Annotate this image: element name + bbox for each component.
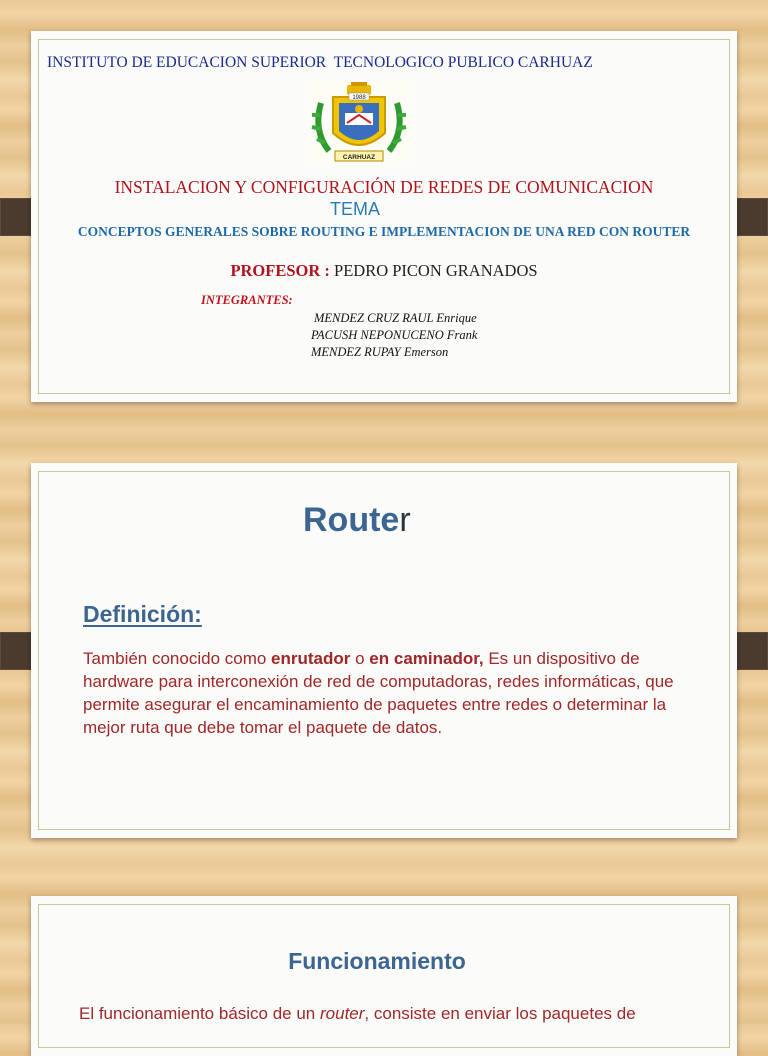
members-list bbox=[311, 310, 478, 361]
function-slide bbox=[31, 896, 737, 1056]
list-item: MENDEZ CRUZ RAUL Enrique bbox=[314, 311, 477, 325]
text-rest: , consiste en enviar los paquetes de bbox=[364, 1004, 636, 1023]
term-router: router bbox=[320, 1004, 365, 1023]
slide-frame bbox=[38, 904, 730, 1048]
professor-label: PROFESOR : bbox=[230, 261, 335, 280]
text-intro: También conocido como bbox=[83, 649, 272, 668]
professor-line bbox=[31, 261, 737, 281]
definition-text bbox=[83, 647, 703, 739]
text-or: o bbox=[350, 649, 370, 668]
professor-name: PEDRO PICON GRANADOS bbox=[334, 261, 538, 280]
members-label: INTEGRANTES: bbox=[201, 293, 293, 307]
text-intro: El funcionamiento básico de un bbox=[79, 1004, 320, 1023]
slide-title bbox=[303, 501, 411, 540]
institution-name: INSTITUTO DE EDUCACION SUPERIOR TECNOLOGICO PUBLICO CARHUAZ bbox=[47, 54, 593, 71]
slide-title: Funcionamiento bbox=[288, 948, 466, 974]
topic-text: CONCEPTOS GENERALES SOBRE ROUTING E IMPLEMENTACION DE UNA RED CON ROUTER bbox=[77, 224, 691, 239]
title-slide bbox=[31, 31, 737, 402]
term-encaminador: en caminador, bbox=[369, 649, 484, 668]
topic-label: TEMA bbox=[330, 199, 381, 219]
function-text bbox=[79, 1004, 739, 1024]
text-body: Es un dispositivo de hardware para interconexión de red de computadoras, redes informáticas, que permite asegurar el encaminamiento de paquetes entre redes o determinar la mejor ruta que debe tomar el paquete de datos. bbox=[83, 649, 674, 737]
router-slide bbox=[31, 463, 737, 838]
institution-logo bbox=[307, 81, 411, 165]
definition-heading: Definición: bbox=[83, 601, 202, 627]
course-title: INSTALACION Y CONFIGURACIÓN DE REDES DE COMUNICACION bbox=[114, 177, 654, 197]
term-enrutador: enrutador bbox=[271, 649, 351, 668]
list-item: MENDEZ RUPAY Emerson bbox=[311, 345, 449, 359]
title-main: Route bbox=[303, 501, 400, 539]
title-last-letter: r bbox=[399, 501, 411, 539]
svg-text:1988: 1988 bbox=[352, 95, 366, 101]
svg-text:CARHUAZ: CARHUAZ bbox=[342, 154, 376, 161]
list-item: PACUSH NEPONUCENO Frank bbox=[311, 328, 478, 342]
